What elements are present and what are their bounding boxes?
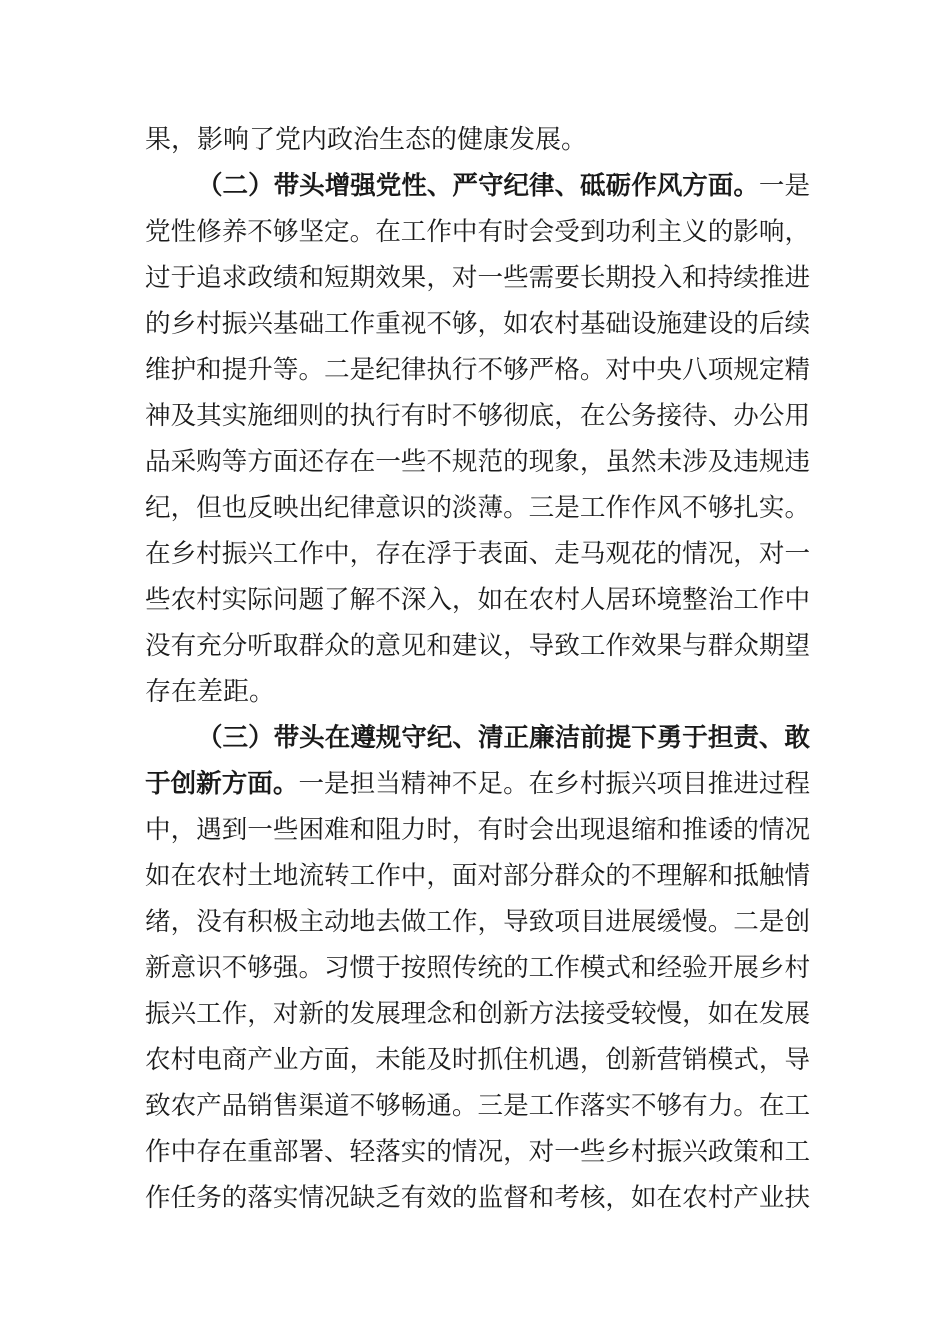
text-line	[145, 534, 810, 574]
line-text: 新意识不够强。习惯于按照传统的工作模式和经验开展乡村	[145, 953, 811, 983]
line-text: 维护和提升等。二是纪律执行不够严格。对中央八项规定精	[145, 355, 811, 385]
text-line	[145, 672, 810, 712]
line-text: 的乡村振兴基础工作重视不够，如农村基础设施建设的后续	[145, 309, 811, 339]
section-heading-2: （二）带头增强党性、严守纪律、砥砺作风方面。	[197, 171, 759, 201]
line-text: 绪，没有积极主动地去做工作，导致项目进展缓慢。二是创	[145, 907, 811, 937]
text-line	[145, 442, 810, 482]
line-text: 些农村实际问题了解不深入，如在农村人居环境整治工作中	[145, 585, 811, 615]
text-line	[145, 1132, 810, 1172]
line-text: 纪，但也反映出纪律意识的淡薄。三是工作作风不够扎实。	[145, 493, 811, 523]
line-text: 作任务的落实情况缺乏有效的监督和考核，如在农村产业扶	[145, 1183, 811, 1213]
line-text: 一是担当精神不足。在乡村振兴项目推进过程	[298, 769, 811, 799]
text-line	[145, 1178, 810, 1218]
text-line	[197, 718, 810, 758]
text-line	[145, 810, 810, 850]
text-line	[145, 948, 810, 988]
line-text: 在乡村振兴工作中，存在浮于表面、走马观花的情况，对一	[145, 539, 811, 569]
line-text: 振兴工作，对新的发展理念和创新方法接受较慢，如在发展	[145, 999, 811, 1029]
line-text: 农村电商产业方面，未能及时抓住机遇，创新营销模式，导	[145, 1045, 811, 1075]
text-line	[145, 1040, 810, 1080]
section-heading-3: （三）带头在遵规守纪、清正廉洁前提下勇于担责、敢	[197, 723, 810, 753]
line-text: 中，遇到一些困难和阻力时，有时会出现退缩和推诿的情况	[145, 815, 811, 845]
line-text: 作中存在重部署、轻落实的情况，对一些乡村振兴政策和工	[145, 1137, 811, 1167]
text-line	[145, 120, 810, 160]
line-text: 存在差距。	[145, 677, 276, 707]
line-text: 过于追求政绩和短期效果，对一些需要长期投入和持续推进	[145, 263, 811, 293]
text-line	[145, 258, 810, 298]
text-line	[145, 488, 810, 528]
text-line	[197, 166, 810, 206]
line-text: 果，影响了党内政治生态的健康发展。	[145, 125, 588, 155]
line-text: 致农产品销售渠道不够畅通。三是工作落实不够有力。在工	[145, 1091, 811, 1121]
line-text: 神及其实施细则的执行有时不够彻底，在公务接待、办公用	[145, 401, 811, 431]
text-line	[145, 304, 810, 344]
line-text: 一是	[758, 171, 810, 201]
section-heading-3-cont: 于创新方面。	[145, 769, 299, 799]
line-text: 党性修养不够坚定。在工作中有时会受到功利主义的影响，	[145, 217, 811, 247]
line-text: 品采购等方面还存在一些不规范的现象，虽然未涉及违规违	[145, 447, 811, 477]
text-line	[145, 626, 810, 666]
text-line	[145, 212, 810, 252]
line-text: 如在农村土地流转工作中，面对部分群众的不理解和抵触情	[145, 861, 811, 891]
text-line	[145, 350, 810, 390]
text-line	[145, 396, 810, 436]
text-line	[145, 1086, 810, 1126]
text-line	[145, 902, 810, 942]
text-line	[145, 580, 810, 620]
text-line	[145, 764, 810, 804]
line-text: 没有充分听取群众的意见和建议，导致工作效果与群众期望	[145, 631, 811, 661]
text-line	[145, 994, 810, 1034]
text-line	[145, 856, 810, 896]
